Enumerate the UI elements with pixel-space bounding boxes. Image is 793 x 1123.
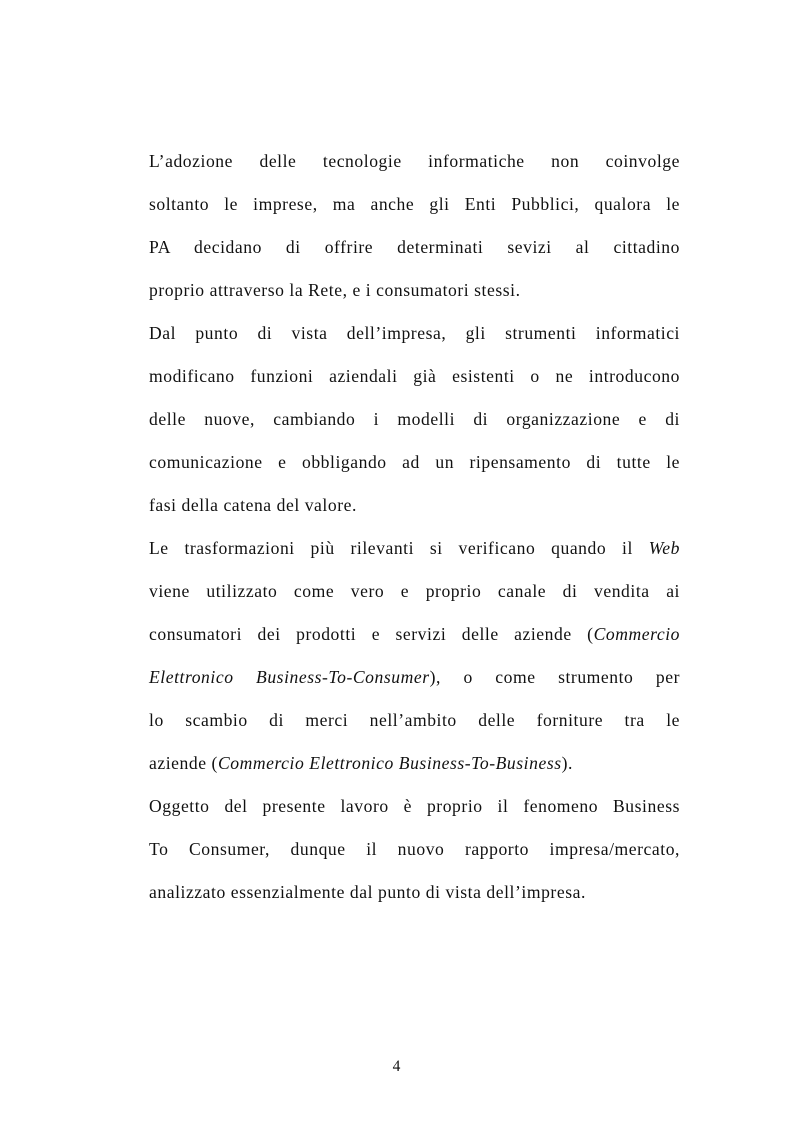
text-line xyxy=(149,408,680,430)
text-run: aziende ( xyxy=(149,753,218,773)
text-run: delle nuove, cambiando i modelli di organizzazione e di xyxy=(149,409,680,429)
text-run: analizzato essenzialmente dal punto di vista dell’impresa. xyxy=(149,882,586,902)
text-line xyxy=(149,752,680,774)
page-number: 4 xyxy=(392,1058,401,1075)
text-run: proprio attraverso la Rete, e i consumatori stessi. xyxy=(149,280,521,300)
text-line xyxy=(149,881,680,903)
text-run: To Consumer, dunque il nuovo rapporto impresa/mercato, xyxy=(149,839,680,859)
text-line xyxy=(149,451,680,473)
text-run: modificano funzioni aziendali già esistenti o ne introducono xyxy=(149,366,680,386)
text-line xyxy=(149,537,680,559)
text-line xyxy=(149,279,680,301)
text-run: viene utilizzato come vero e proprio canale di vendita ai xyxy=(149,581,680,601)
text-line xyxy=(149,494,680,516)
text-run: consumatori dei prodotti e servizi delle aziende ( xyxy=(149,624,594,644)
text-run: lo scambio di merci nell’ambito delle forniture tra le xyxy=(149,710,680,730)
italic-text: Commercio xyxy=(593,624,680,644)
text-run: soltanto le imprese, ma anche gli Enti Pubblici, qualora le xyxy=(149,194,680,214)
text-run: ), o come strumento per xyxy=(429,667,680,687)
text-line xyxy=(149,580,680,602)
text-line xyxy=(149,150,680,172)
text-run: comunicazione e obbligando ad un ripensamento di tutte le xyxy=(149,452,680,472)
italic-text: Elettronico Business-To-Consumer xyxy=(149,667,430,687)
text-line xyxy=(149,236,680,258)
text-line xyxy=(149,322,680,344)
text-run: ). xyxy=(561,753,573,773)
text-line xyxy=(149,193,680,215)
text-run: PA decidano di offrire determinati sevizi al cittadino xyxy=(149,237,680,257)
text-line xyxy=(149,709,680,731)
text-line xyxy=(149,623,680,645)
text-run: Dal punto di vista dell’impresa, gli strumenti informatici xyxy=(149,323,680,343)
italic-text: Commercio Elettronico Business-To-Business xyxy=(217,753,562,773)
text-line xyxy=(149,838,680,860)
text-line xyxy=(149,666,680,688)
italic-text: Web xyxy=(648,538,680,558)
text-run: Oggetto del presente lavoro è proprio il fenomeno Business xyxy=(149,796,680,816)
text-run: fasi della catena del valore. xyxy=(149,495,357,515)
text-line xyxy=(149,365,680,387)
text-line xyxy=(149,795,680,817)
text-run: Le trasformazioni più rilevanti si verificano quando il xyxy=(149,538,649,558)
text-run: L’adozione delle tecnologie informatiche non coinvolge xyxy=(149,151,680,171)
